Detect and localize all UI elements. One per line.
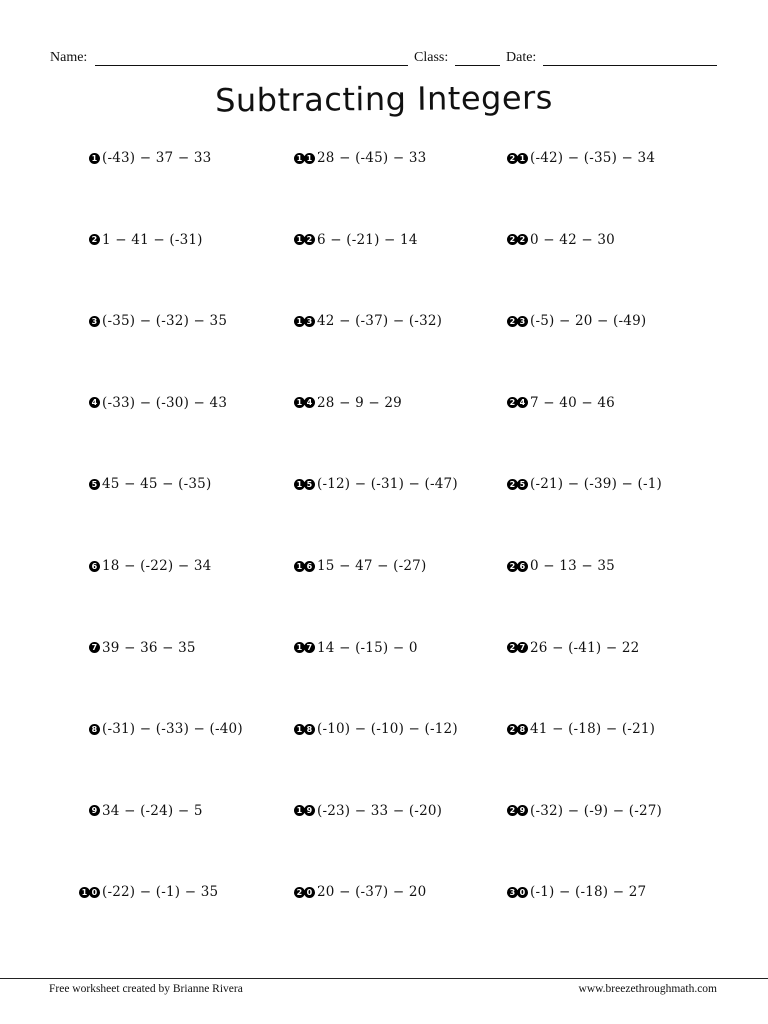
problem-number: 2 0 xyxy=(294,887,314,898)
problem-expression: (-22) − (-1) − 35 xyxy=(102,884,219,901)
problem-expression: 28 − 9 − 29 xyxy=(317,394,402,411)
problem-item xyxy=(89,311,227,331)
problem-expression: 15 − 47 − (-27) xyxy=(317,558,427,574)
problem-number: 6 xyxy=(89,561,99,572)
problem-expression: 26 − (-41) − 22 xyxy=(530,639,640,656)
problem-item xyxy=(507,719,655,739)
problem-item xyxy=(507,801,662,821)
problem-number: 2 9 xyxy=(507,805,527,816)
name-label: Name: xyxy=(50,50,88,65)
problem-item xyxy=(507,556,615,576)
problem-item xyxy=(507,393,615,413)
problem-number: 2 4 xyxy=(507,397,527,408)
problem-number: 2 6 xyxy=(507,561,527,572)
problem-number: 2 1 xyxy=(507,153,527,164)
problem-item xyxy=(507,638,639,658)
problem-item xyxy=(294,393,402,413)
problem-number: 1 1 xyxy=(294,153,314,164)
footer-credit: Free worksheet created by Brianne Rivera xyxy=(49,983,243,995)
problem-item xyxy=(89,474,211,494)
problem-expression: 14 − (-15) − 0 xyxy=(317,639,418,656)
problem-expression: 34 − (-24) − 5 xyxy=(102,802,203,819)
problem-expression: (-21) − (-39) − (-1) xyxy=(530,476,663,493)
problem-expression: 7 − 40 − 46 xyxy=(530,394,615,411)
problem-item xyxy=(294,311,442,331)
problem-item xyxy=(507,311,646,331)
problem-number: 3 xyxy=(89,316,99,327)
problem-number: 2 7 xyxy=(507,642,527,653)
problem-expression: 20 − (-37) − 20 xyxy=(317,884,427,901)
problem-expression: 0 − 13 − 35 xyxy=(530,558,615,574)
problem-expression: 42 − (-37) − (-32) xyxy=(317,313,443,330)
problem-expression: (-23) − 33 − (-20) xyxy=(317,802,443,819)
problem-number: 4 xyxy=(89,397,99,408)
footer-website: www.breezethroughmath.com xyxy=(578,983,717,995)
problem-item xyxy=(294,556,426,576)
problem-number: 1 7 xyxy=(294,642,314,653)
problem-expression: (-35) − (-32) − 35 xyxy=(102,313,228,330)
problem-item xyxy=(294,882,426,902)
problem-number: 1 6 xyxy=(294,561,314,572)
footer-divider xyxy=(0,978,768,979)
problem-expression: 39 − 36 − 35 xyxy=(102,639,196,656)
problem-number: 1 2 xyxy=(294,234,314,245)
worksheet-title: Subtracting Integers xyxy=(214,78,554,120)
problem-item xyxy=(89,393,227,413)
problem-item xyxy=(507,474,662,494)
problem-number: 2 5 xyxy=(507,479,527,490)
problem-number: 1 xyxy=(89,153,99,164)
problem-item xyxy=(507,230,615,250)
problem-expression: 0 − 42 − 30 xyxy=(530,231,615,248)
problem-item xyxy=(294,638,418,658)
problem-expression: (-10) − (-10) − (-12) xyxy=(317,721,458,738)
problem-number: 1 0 xyxy=(79,887,99,898)
problem-expression: 1 − 41 − (-31) xyxy=(102,231,203,248)
problem-item xyxy=(507,148,655,168)
problem-expression: (-33) − (-30) − 43 xyxy=(102,394,228,411)
problem-item xyxy=(89,638,196,658)
problem-number: 1 8 xyxy=(294,724,314,735)
problem-number: 5 xyxy=(89,479,99,490)
problem-expression: (-43) − 37 − 33 xyxy=(102,150,212,166)
problem-number: 1 5 xyxy=(294,479,314,490)
problem-expression: 41 − (-18) − (-21) xyxy=(530,721,656,738)
problem-expression: (-12) − (-31) − (-47) xyxy=(317,476,458,493)
problem-expression: (-1) − (-18) − 27 xyxy=(530,884,647,901)
problem-item xyxy=(294,801,442,821)
problem-item xyxy=(89,719,243,739)
problem-number: 2 2 xyxy=(507,234,527,245)
date-label: Date: xyxy=(506,50,537,65)
problem-item xyxy=(294,148,426,168)
problem-number: 1 3 xyxy=(294,316,314,327)
problem-item xyxy=(79,882,218,902)
problem-item xyxy=(89,230,203,250)
problem-number: 9 xyxy=(89,805,99,816)
problem-expression: (-5) − 20 − (-49) xyxy=(530,313,647,330)
problem-number: 7 xyxy=(89,642,99,653)
problem-number: 2 xyxy=(89,234,99,245)
problem-item xyxy=(507,882,646,902)
problem-number: 1 4 xyxy=(294,397,314,408)
problem-item xyxy=(294,474,458,494)
problem-number: 8 xyxy=(89,724,99,735)
problem-number: 2 8 xyxy=(507,724,527,735)
problem-number: 3 0 xyxy=(507,887,527,898)
problem-number: 2 3 xyxy=(507,316,527,327)
problem-expression: (-31) − (-33) − (-40) xyxy=(102,721,243,738)
problem-item xyxy=(89,556,211,576)
problem-expression: 45 − 45 − (-35) xyxy=(102,476,212,493)
problem-item xyxy=(89,148,211,168)
problem-item xyxy=(89,801,203,821)
problem-item xyxy=(294,719,458,739)
problem-expression: 28 − (-45) − 33 xyxy=(317,150,427,166)
problem-expression: 6 − (-21) − 14 xyxy=(317,231,418,248)
problem-item xyxy=(294,230,418,250)
problem-expression: (-42) − (-35) − 34 xyxy=(530,150,656,166)
problem-number: 1 9 xyxy=(294,805,314,816)
class-label: Class: xyxy=(414,50,449,65)
problem-expression: (-32) − (-9) − (-27) xyxy=(530,802,663,819)
problem-expression: 18 − (-22) − 34 xyxy=(102,558,212,574)
